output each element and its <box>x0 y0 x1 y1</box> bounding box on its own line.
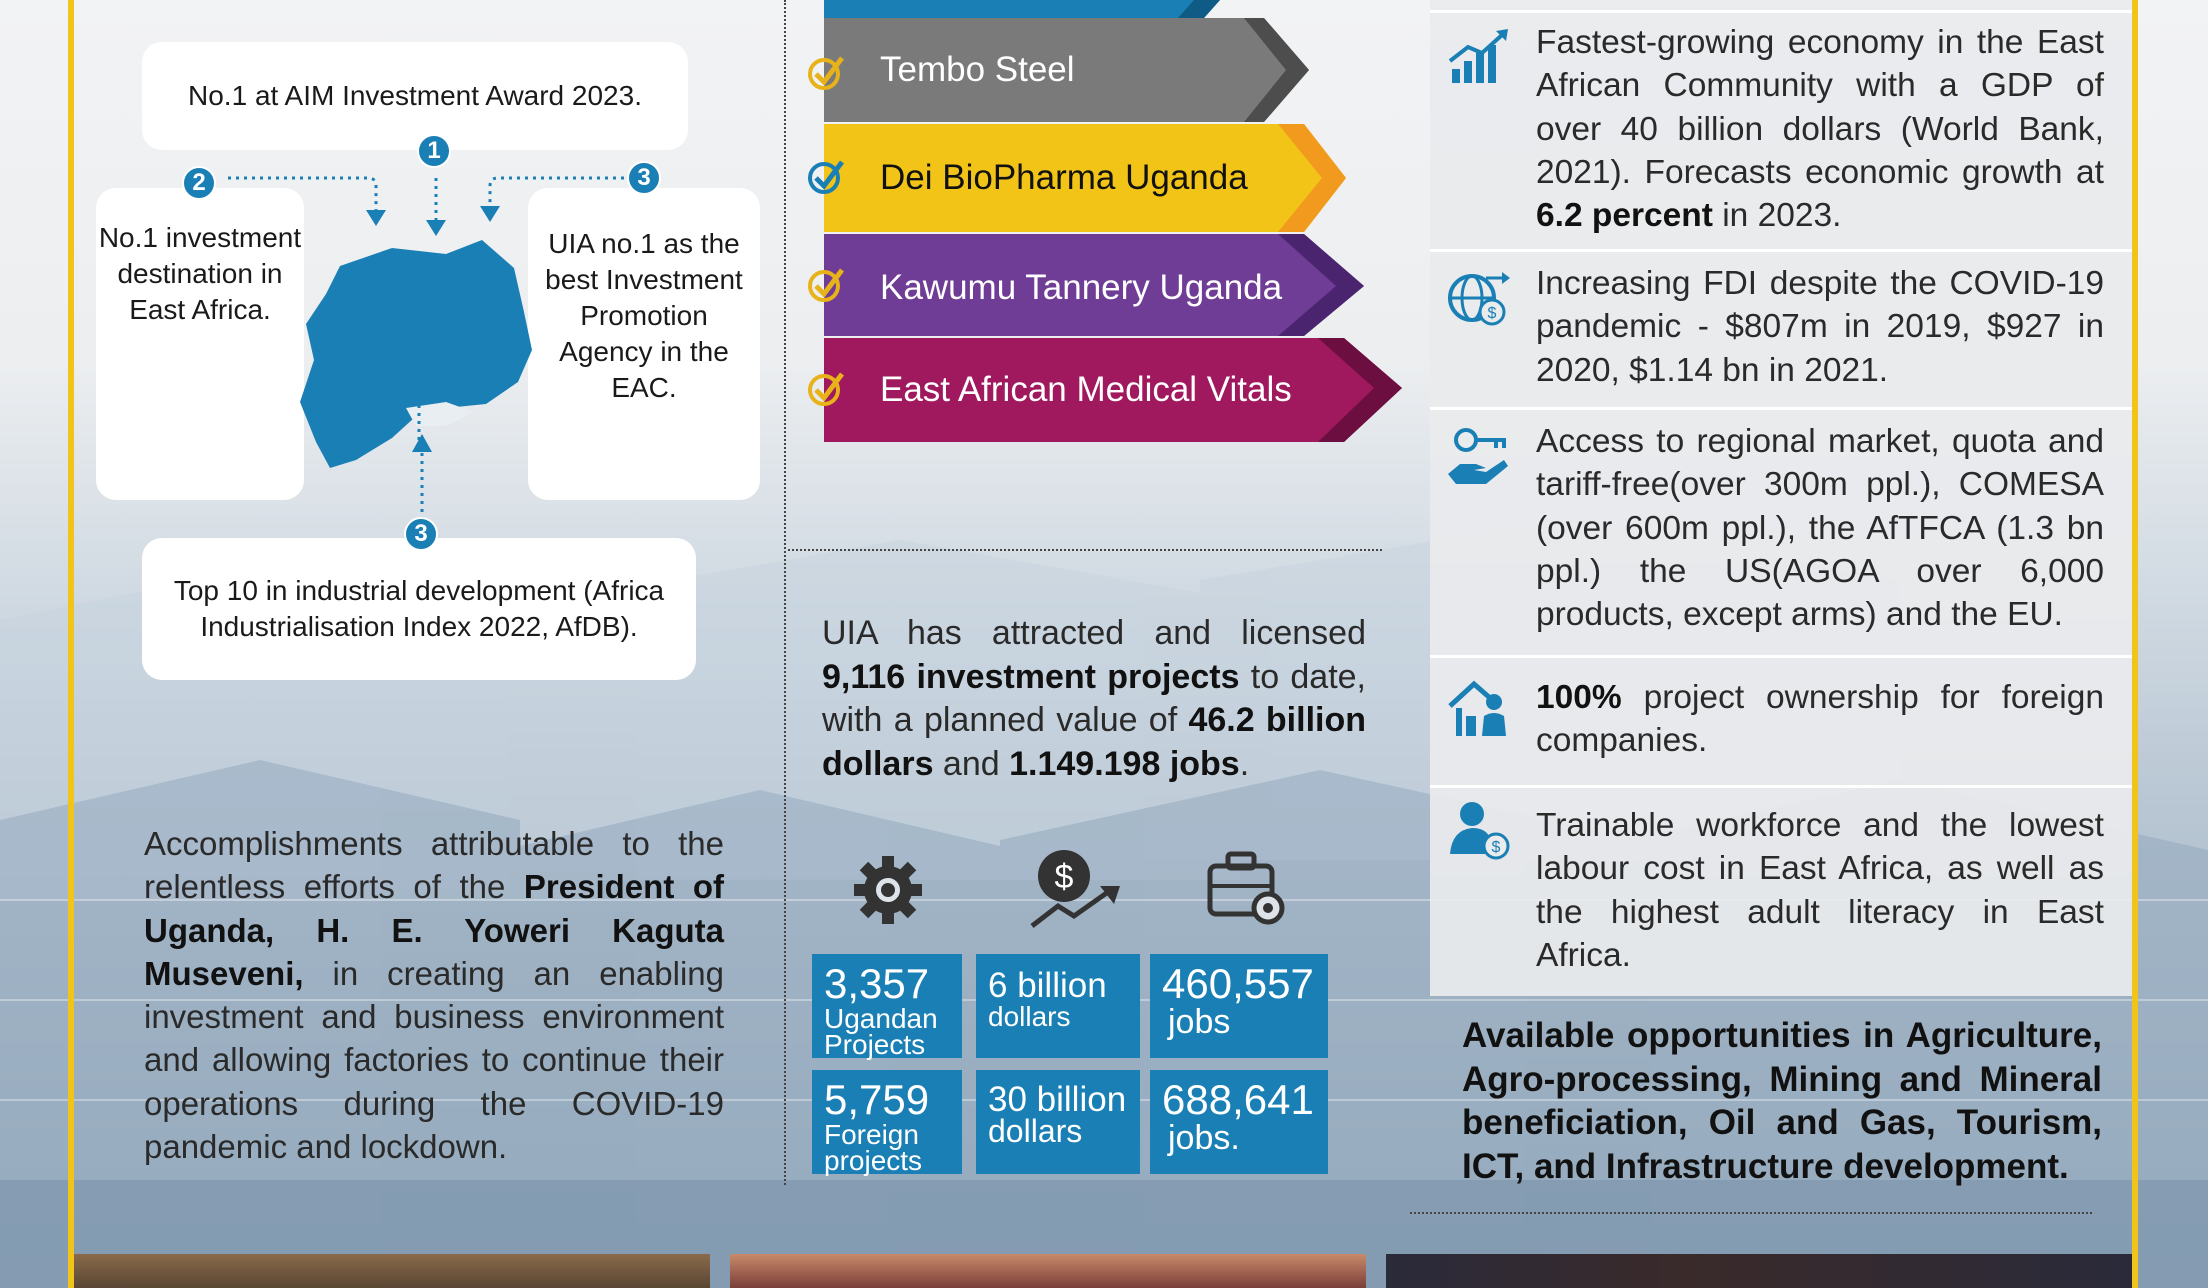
highlight-text-fdi <box>1536 262 2104 392</box>
highlight-text-workforce <box>1536 804 2104 977</box>
gdp-text-1: Fastest-growing economy in the East African Community with a GDP of over 40 billion dollars (World Bank, 2021). Forecasts economic growth at <box>1536 24 2104 191</box>
svg-text:$: $ <box>1054 858 1074 896</box>
workforce-text: Trainable workforce and the lowest labour cost in East Africa, as well as the highest adult literacy in East Africa. <box>1536 807 2104 974</box>
market-access-text: Access to regional market, quota and tariff-free(over 300m ppl.), COMESA (over 600m ppl.), the AfTFCA (1.3 bn ppl.) the US(AGOA over 6,000 products, except arms) and the EU. <box>1536 423 2104 634</box>
hand-key-icon <box>1446 424 1510 488</box>
photo-workers <box>730 1254 1366 1288</box>
svg-text:$: $ <box>1487 305 1497 322</box>
company-name-3: Kawumu Tannery Uganda <box>880 268 1283 307</box>
badge-number-1: 1 <box>417 134 451 168</box>
foreign-value-unit: dollars <box>988 1113 1083 1149</box>
foreign-projects-count: 5,759 <box>824 1076 930 1123</box>
photo-award-event <box>1386 1254 2132 1288</box>
award-left-text: No.1 investment destination in East Africa. <box>98 222 302 325</box>
photo-factory-interior <box>74 1254 710 1288</box>
highlight-row-fdi <box>1430 252 2132 410</box>
ownership-text: project ownership for foreign companies. <box>1536 679 2104 760</box>
summary-planned-value: 46.2 billion dollars <box>822 701 1367 783</box>
ribbon-top-partial <box>824 0 1224 18</box>
svg-text:$: $ <box>1491 839 1501 856</box>
ugandan-value-box <box>976 954 1140 1058</box>
badge-number-3-bottom: 3 <box>404 517 438 551</box>
ugandan-jobs-label: jobs <box>1168 1003 1231 1041</box>
check-icon-1 <box>806 52 846 92</box>
frame-line-left <box>68 0 74 1288</box>
fdi-text: Increasing FDI despite the COVID-19 pandemic - $807m in 2019, $927 in 2020, $1.14 bn in 2021. <box>1536 265 2104 389</box>
highlight-row-ownership <box>1430 658 2132 788</box>
company-name-4: East African Medical Vitals <box>880 370 1292 409</box>
check-icon-4 <box>806 368 846 408</box>
ugandan-value-unit: dollars <box>988 1001 1071 1032</box>
gdp-growth-rate: 6.2 percent <box>1536 197 1713 235</box>
foreign-projects-label-2: projects <box>824 1145 923 1176</box>
ugandan-value-amount: 6 billion <box>988 966 1107 1005</box>
award-arrows <box>180 140 700 480</box>
foreign-jobs-label: jobs. <box>1168 1119 1240 1157</box>
badge-number-3-right: 3 <box>627 161 661 195</box>
gear-icon <box>848 850 928 930</box>
money-growth-icon <box>1028 846 1124 934</box>
accomplishments-text-2: in creating an enabling investment and business environment and allowing factories to continue their operations during the COVID-19 pandemic and lockdown. <box>144 954 724 1166</box>
ugandan-projects-label-2: Projects <box>824 1029 926 1060</box>
company-ribbon-2 <box>824 126 1248 230</box>
ugandan-projects-box <box>812 954 962 1058</box>
award-bottom-text: Top 10 in industrial development (Africa Industrialisation Index 2022, AfDB). <box>173 575 665 642</box>
summary-projects-count: 9,116 investment projects <box>822 657 1240 696</box>
company-name-2: Dei BioPharma Uganda <box>880 158 1248 197</box>
accomplishments-text-1: Accomplishments attributable to the relentless efforts of the <box>144 825 724 906</box>
summary-text-4: . <box>1239 744 1250 783</box>
frame-line-right <box>2132 0 2138 1288</box>
award-bottom-box <box>142 538 696 680</box>
ugandan-jobs-count: 460,557 <box>1162 960 1314 1007</box>
company-ribbon-3 <box>824 236 1282 340</box>
globe-dollar-icon <box>1446 268 1510 332</box>
foreign-jobs-count: 688,641 <box>1162 1076 1314 1123</box>
company-ribbon-1 <box>824 18 1075 122</box>
right-bottom-divider <box>1410 1212 2092 1214</box>
company-name-1: Tembo Steel <box>880 50 1075 89</box>
award-right-text: UIA no.1 as the best Investment Promotion Agency in the EAC. <box>545 228 743 403</box>
summary-text-2: to date, with a planned value of <box>822 657 1366 739</box>
company-ribbon-4 <box>824 338 1292 442</box>
worker-dollar-icon <box>1446 798 1510 862</box>
middle-divider <box>788 549 1382 551</box>
accomplishments-paragraph <box>144 822 724 1168</box>
foreign-projects-box <box>812 1070 962 1174</box>
summary-jobs-count: 1.149.198 jobs <box>1009 744 1240 783</box>
ugandan-projects-count: 3,357 <box>824 960 930 1007</box>
check-icon-3 <box>806 264 846 304</box>
highlight-row-market-access <box>1430 410 2132 658</box>
ugandan-jobs-box <box>1150 954 1328 1058</box>
ugandan-projects-label-1: Ugandan <box>824 1003 938 1034</box>
opportunities-paragraph: Available opportunities in Agriculture, Agro-processing, Mining and Mineral beneficiation, Oil and Gas, Tourism, ICT, and Infrastructure development. <box>1462 1016 2102 1186</box>
column-divider-left <box>784 0 786 1185</box>
foreign-value-box <box>976 1070 1140 1174</box>
house-person-icon <box>1446 676 1510 740</box>
summary-text-3: and <box>933 744 1010 783</box>
award-top-text: No.1 at AIM Investment Award 2023. <box>188 80 642 111</box>
check-icon-2 <box>806 156 846 196</box>
highlight-text-market-access <box>1536 420 2104 636</box>
foreign-value-amount: 30 billion <box>988 1080 1127 1119</box>
foreign-jobs-box <box>1150 1070 1328 1174</box>
highlight-row-gdp <box>1430 10 2132 252</box>
highlight-row-workforce <box>1430 788 2132 996</box>
growth-chart-icon <box>1446 25 1510 89</box>
gdp-text-2: in 2023. <box>1712 197 1842 235</box>
highlight-text-gdp <box>1536 21 2104 237</box>
arrow-up-bottom <box>402 430 442 520</box>
highlight-text-ownership <box>1536 676 2104 763</box>
badge-number-2: 2 <box>182 166 216 200</box>
foreign-projects-label-1: Foreign <box>824 1119 919 1150</box>
accomplishments-bold: President of Uganda, H. E. Yoweri Kaguta Museveni, <box>144 868 724 992</box>
award-top-box <box>142 42 688 150</box>
ownership-percent: 100% <box>1536 679 1622 716</box>
investment-summary-paragraph <box>822 612 1366 786</box>
summary-text-1: UIA has attracted and licensed <box>822 614 1366 652</box>
briefcase-gear-icon <box>1206 846 1290 930</box>
